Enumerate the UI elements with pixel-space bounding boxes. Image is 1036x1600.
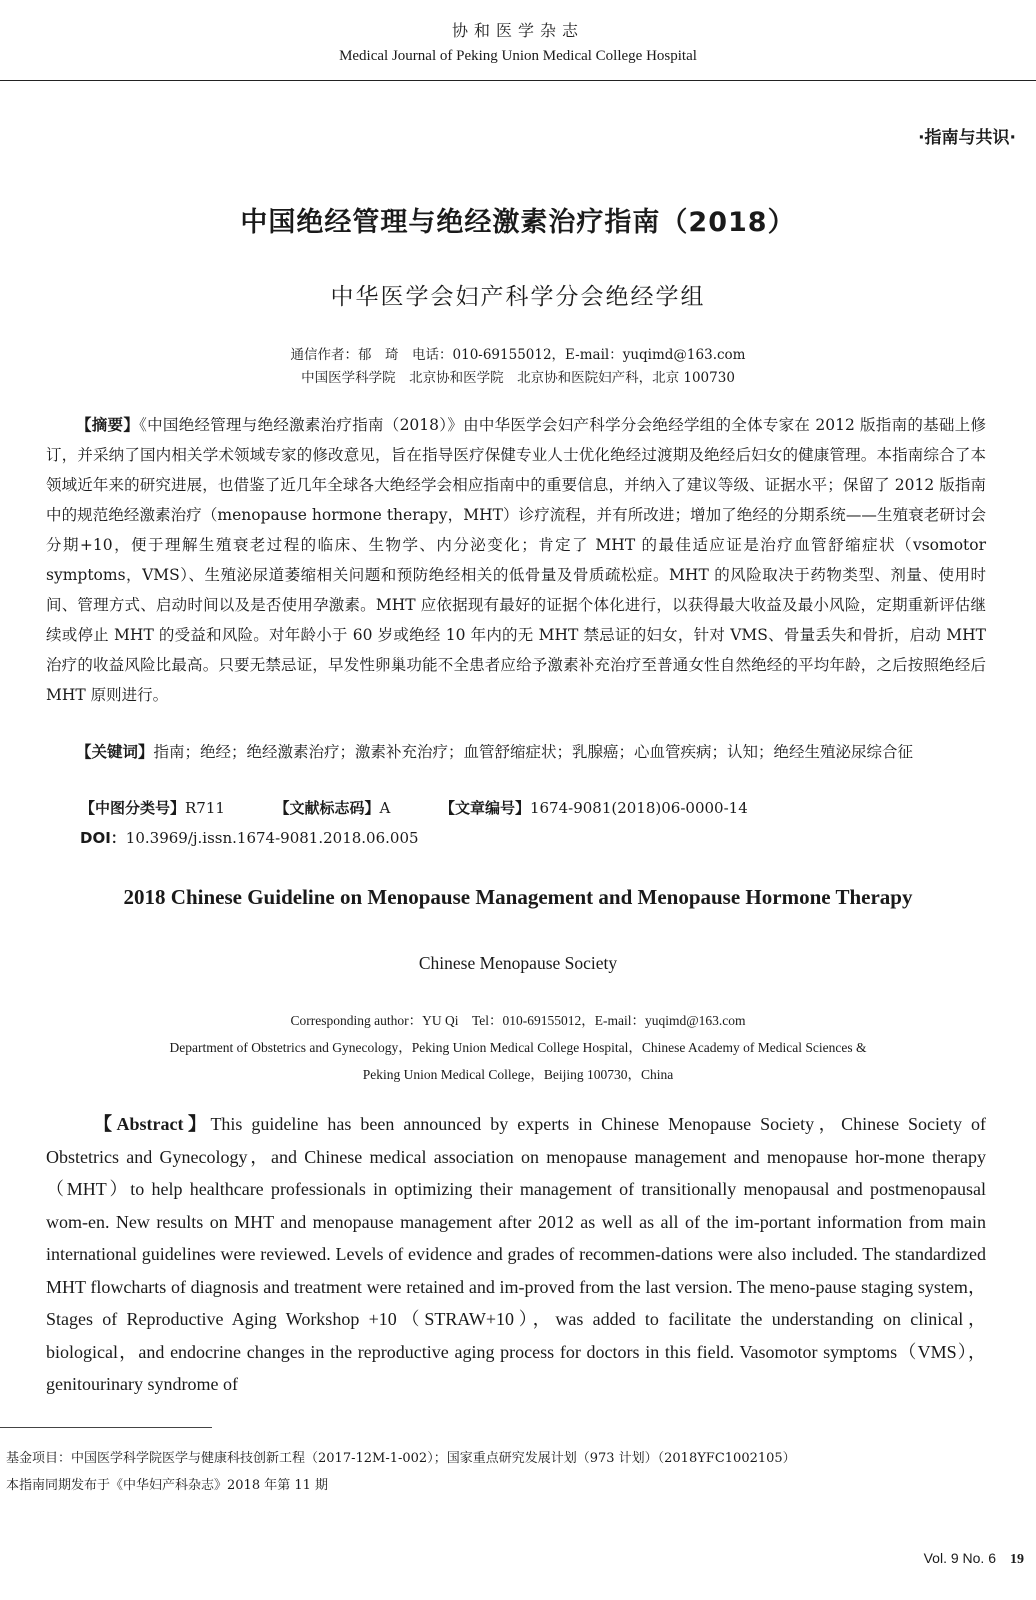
abstract-en-text: This guideline has been announced by experts in Chinese Menopause Society，Chinese Society of Obstetrics and Gynecology，and Chinese medical association on menopause management and menopause hor-mone therapy（MHT）to help healthcare professionals in optimizing their management of transitionally menopausal and postmenopausal wom-en. New results on MHT and menopause management after 2012 as well as all of the im-portant information from main international guidelines were reviewed. Levels of evidence and grades of recommen-dations were also included. The standardized MHT flowcharts of diagnosis and treatment were retained and im-proved from the last version. The meno-pause staging system，Stages of Reproductive Aging Workshop +10（STRAW+10），was added to facilitate the understanding on clinical，biological，and endocrine changes in the reproductive aging process for doctors in this field. Vasomotor symptoms（VMS），genitourinary syndrome of — [46, 1114, 987, 1394]
page-folio — [924, 1550, 1024, 1568]
keywords-cn — [46, 737, 986, 767]
doi-value: 10.3969/j.issn.1674-9081.2018.06.005 — [125, 829, 419, 847]
keywords-cn-text: 指南；绝经；绝经激素治疗；激素补充治疗；血管舒缩症状；乳腺癌；心血管疾病；认知；绝经生殖泌尿综合征 — [153, 743, 914, 761]
doi-label: DOI： — [80, 829, 126, 847]
doi-line — [80, 827, 419, 848]
article-number-value: 1674-9081(2018)06-0000-14 — [529, 799, 748, 817]
journal-title-en: Medical Journal of Peking Union Medical College Hospital — [339, 48, 697, 64]
corresponding-author-cn: 通信作者：郁 琦 电话：010-69155012，E-mail：yuqimd@163.com — [290, 347, 746, 363]
clc-value: R711 — [185, 799, 225, 817]
journal-title-cn: 协和医学杂志 — [451, 21, 584, 40]
abstract-en — [46, 1108, 986, 1401]
header-divider — [0, 80, 1036, 81]
corresponding-author-en: Corresponding author：YU Qi Tel：010-69155012，E-mail：yuqimd@163.com — [290, 1013, 746, 1028]
affiliation-cn: 中国医学科学院 北京协和医学院 北京协和医院妇产科，北京 100730 — [301, 370, 735, 386]
article-number-label: 【文章编号】 — [439, 799, 530, 817]
affiliation-en-line-1: Department of Obstetrics and Gynecology，Peking Union Medical College Hospital，Chinese Academy of Medical Sciences & — [169, 1040, 867, 1055]
article-title-en: 2018 Chinese Guideline on Menopause Management and Menopause Hormone Therapy — [123, 885, 913, 909]
abstract-en-label: 【Abstract】 — [94, 1114, 211, 1134]
clc-label: 【中图分类号】 — [80, 799, 186, 817]
abstract-cn-label: 【摘要】 — [76, 416, 140, 434]
abstract-cn — [46, 410, 986, 710]
keywords-cn-label: 【关键词】 — [76, 743, 154, 761]
page-number: 19 — [1010, 1552, 1024, 1567]
article-title-cn: 中国绝经管理与绝经激素治疗指南（2018） — [240, 207, 796, 238]
volume-issue: Vol. 9 No. 6 — [923, 1550, 996, 1566]
section-label: ·指南与共识· — [918, 128, 1016, 148]
author-org-cn: 中华医学会妇产科学分会绝经学组 — [330, 284, 706, 310]
footnote-funding: 基金项目：中国医学科学院医学与健康科技创新工程（2017-12M-1-002）；国家重点研究发展计划（973 计划）（2018YFC1002105） — [6, 1451, 796, 1466]
footnote-publication: 本指南同期发布于《中华妇产科杂志》2018 年第 11 期 — [6, 1478, 329, 1493]
affiliation-en-line-2: Peking Union Medical College，Beijing 100730，China — [362, 1067, 674, 1082]
doc-code-value: A — [379, 799, 391, 817]
abstract-cn-text: 《中国绝经管理与绝经激素治疗指南（2018）》由中华医学会妇产科学分会绝经学组的全体专家在 2012 版指南的基础上修订，并采纳了国内相关学术领域专家的修改意见，旨在指导医疗保健专业人士优化绝经过渡期及绝经后妇女的健康管理。本指南综合了本领域近年来的研究进展，也借鉴了近几年全球各大绝经学会相应指南中的重要信息，并纳入了建议等级、证据水平；保留了 2012 版指南中的规范绝经激素治疗（menopause hormone therapy，MHT）诊疗流程，并有所改进；增加了绝经的分期系统——生殖衰老研讨会分期+10，便于理解生殖衰老过程的临床、生物学、内分泌变化；肯定了 MHT 的最佳适应证是治疗血管舒缩症状（vsomotor symptoms，VMS）、生殖泌尿道萎缩相关问题和预防绝经相关的低骨量及骨质疏松症。MHT 的风险取决于药物类型、剂量、使用时间、管理方式、启动时间以及是否使用孕激素。MHT 应依据现有最好的证据个体化进行，以获得最大收益及最小风险，定期重新评估继续或停止 MHT 的受益和风险。对年龄小于 60 岁或绝经 10 年内的无 MHT 禁忌证的妇女，针对 VMS、骨量丢失和骨折，启动 MHT 治疗的收益风险比最高。只要无禁忌证，早发性卵巢功能不全患者应给予激素补充治疗至普通女性自然绝经的平均年龄，之后按照绝经后 MHT 原则进行。 — [46, 416, 986, 704]
footnote-divider — [0, 1427, 212, 1428]
classification-line — [80, 797, 748, 818]
doc-code-label: 【文献标志码】 — [274, 799, 380, 817]
author-org-en: Chinese Menopause Society — [418, 953, 618, 973]
